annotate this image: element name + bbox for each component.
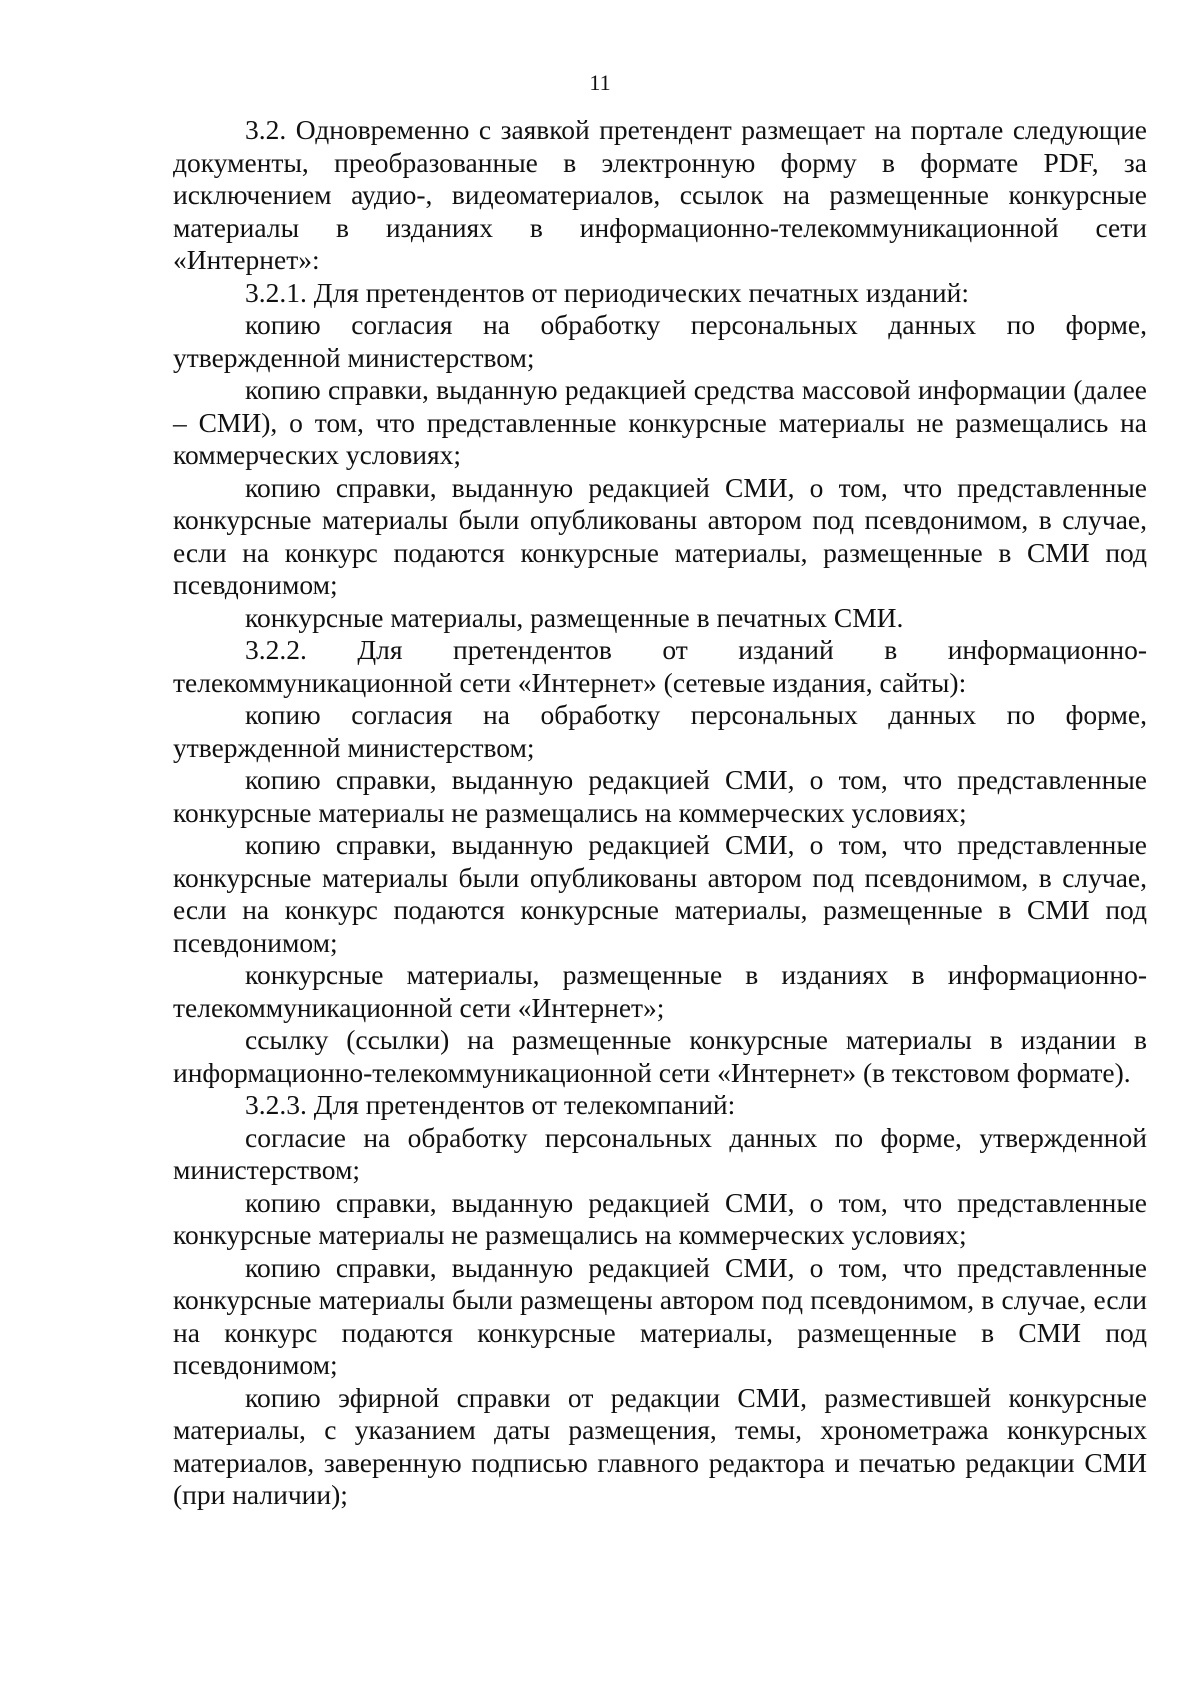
paragraph-3-2-3-heading: 3.2.3. Для претендентов от телекомпаний:	[245, 1089, 736, 1120]
paragraph-3-2-2-item: ссылку (ссылки) на размещенные конкурсные материалы в издании в информационно-телекоммуникационной сети «Интернет» (в текстовом формате).	[173, 1024, 1147, 1088]
paragraph-3-2-2-item: копию справки, выданную редакцией СМИ, о том, что представленные конкурсные материалы были опубликованы автором под псевдонимом, в случае, если на конкурс подаются конкурсные материалы, размещенные в СМИ под псевдонимом;	[173, 829, 1147, 958]
paragraph-3-2-3-item: копию справки, выданную редакцией СМИ, о том, что представленные конкурсные материалы были размещены автором под псевдонимом, в случае, если на конкурс подаются конкурсные материалы, размещенные в СМИ под псевдонимом;	[173, 1251, 1147, 1380]
paragraph-3-2-2-item: копию согласия на обработку персональных данных по форме, утвержденной министерством;	[173, 699, 1147, 763]
paragraph-3-2: 3.2. Одновременно с заявкой претендент размещает на портале следующие документы, преобразованные в электронную форму в формате PDF, за исключением аудио-, видеоматериалов, ссылок на размещенные конкурсные материалы в изданиях в информационно-телекоммуникационной сети «Интернет»:	[173, 114, 1147, 275]
paragraph-3-2-1-item: конкурсные материалы, размещенные в печатных СМИ.	[245, 601, 904, 633]
paragraph-3-2-3-item: согласие на обработку персональных данных по форме, утвержденной министерством;	[173, 1121, 1147, 1185]
paragraph-3-2-2-item: копию справки, выданную редакцией СМИ, о том, что представленные конкурсные материалы не размещались на коммерческих условиях;	[173, 764, 1147, 828]
paragraph-3-2-1-heading: 3.2.1. Для претендентов от периодических печатных изданий:	[245, 276, 969, 308]
paragraph-3-2-1-item: копию согласия на обработку персональных данных по форме, утвержденной министерством;	[173, 309, 1147, 373]
paragraph-3-2-3-item: копию эфирной справки от редакции СМИ, разместившей конкурсные материалы, с указанием даты размещения, темы, хронометража конкурсных материалов, заверенную подписью главного редактора и печатью редакции СМИ (при наличии);	[173, 1381, 1147, 1510]
paragraph-3-2-1-item: копию справки, выданную редакцией СМИ, о том, что представленные конкурсные материалы были опубликованы автором под псевдонимом, в случае, если на конкурс подаются конкурсные материалы, размещенные в СМИ под псевдонимом;	[173, 471, 1147, 600]
document-body	[173, 114, 1147, 1512]
page-number: 11	[589, 70, 611, 95]
paragraph-3-2-2-item: конкурсные материалы, размещенные в изданиях в информационно-телекоммуникационной сети «Интернет»;	[173, 959, 1147, 1023]
paragraph-3-2-1-item: копию справки, выданную редакцией средства массовой информации (далее – СМИ), о том, что представленные конкурсные материалы не размещались на коммерческих условиях;	[173, 374, 1147, 470]
paragraph-3-2-3-item: копию справки, выданную редакцией СМИ, о том, что представленные конкурсные материалы не размещались на коммерческих условиях;	[173, 1186, 1147, 1250]
paragraph-3-2-2-heading: 3.2.2. Для претендентов от изданий в информационно-телекоммуникационной сети «Интернет» (сетевые издания, сайты):	[173, 634, 1147, 698]
